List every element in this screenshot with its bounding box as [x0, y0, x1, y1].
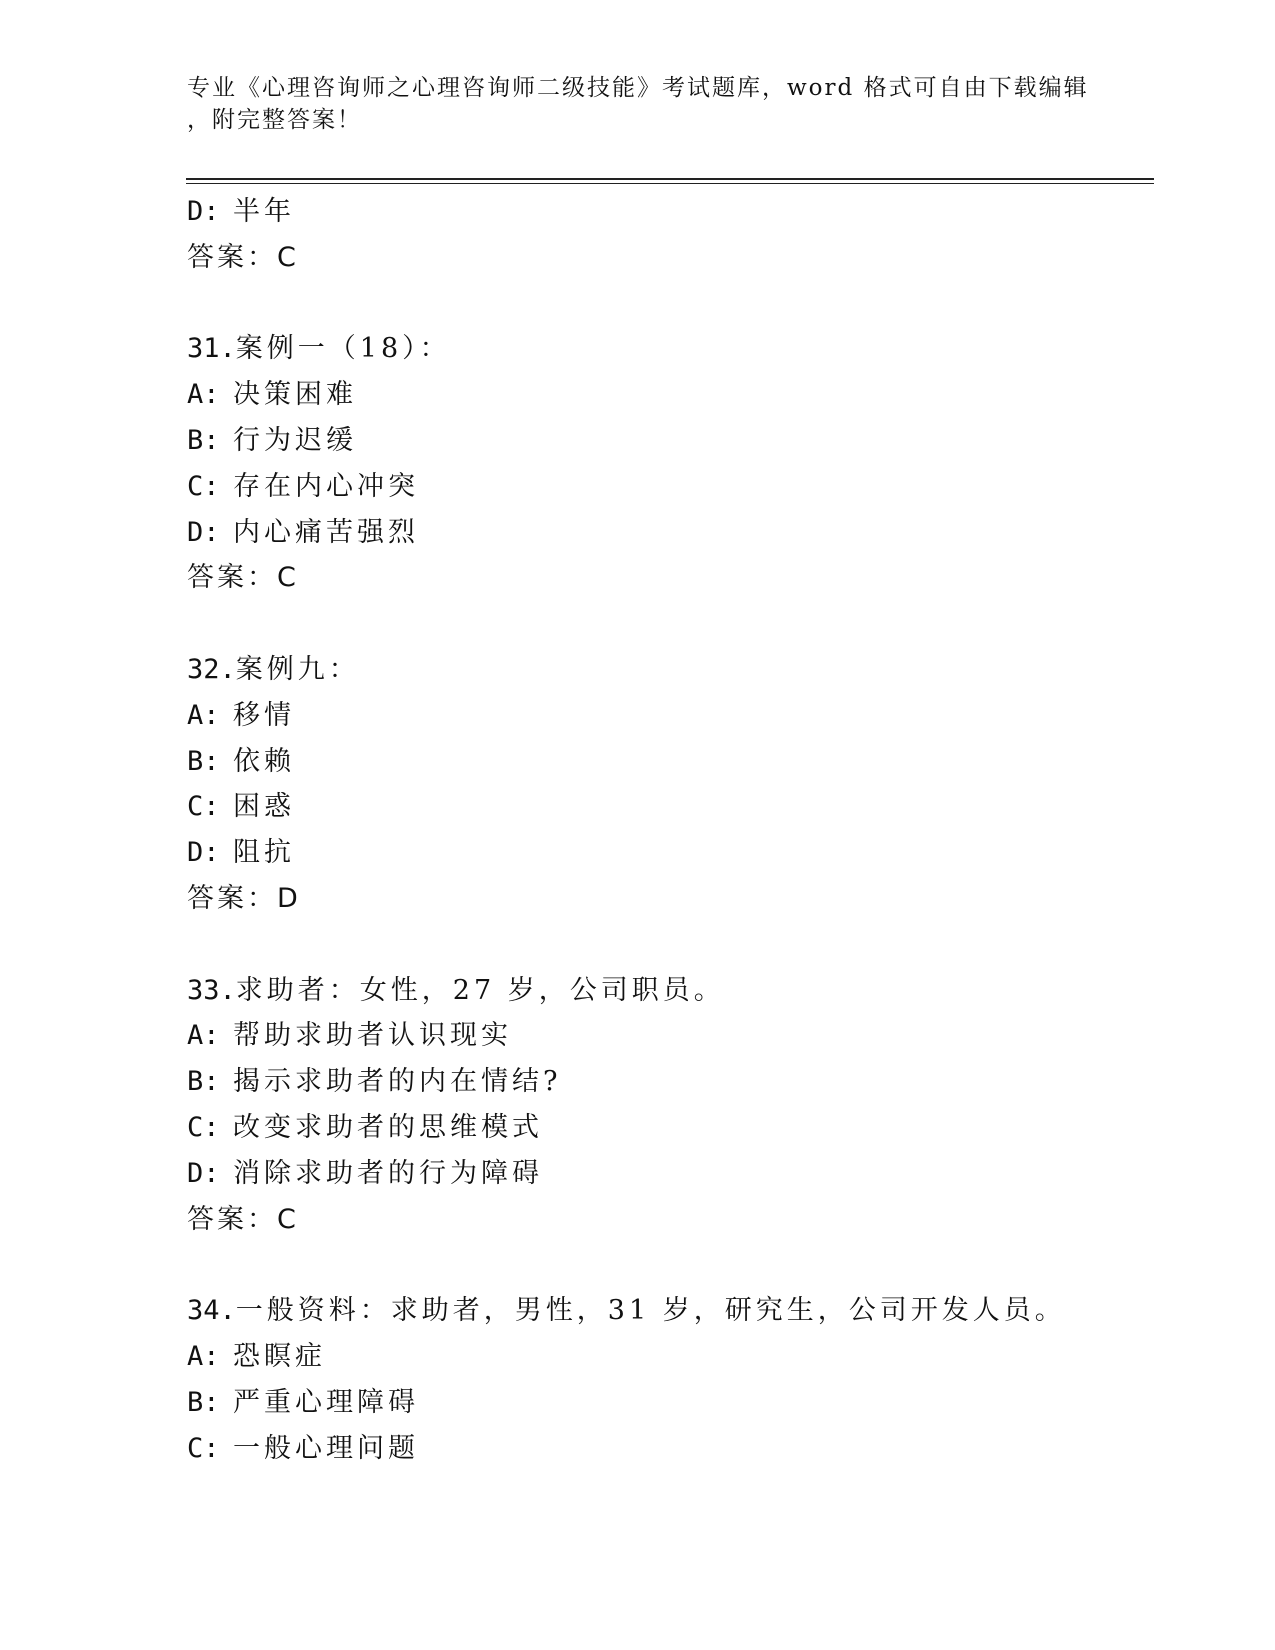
- option-row: [187, 739, 1147, 785]
- option-text: 揭示求助者的内在情结?: [233, 1066, 562, 1098]
- header-line-2: ，附完整答案！: [187, 107, 362, 133]
- option-text: 依赖: [233, 745, 295, 777]
- option-label: B:: [187, 424, 220, 456]
- option-row: [187, 1334, 1147, 1380]
- question-text: 求助者：女性，27 岁，公司职员。: [235, 974, 725, 1006]
- option-label: A:: [187, 699, 220, 731]
- question-stem: [187, 326, 1147, 372]
- option-label: C:: [187, 791, 220, 823]
- option-text: 存在内心冲突: [233, 470, 419, 502]
- option-row: [187, 418, 1147, 464]
- question-text: 一般资料：求助者，男性，31 岁，研究生，公司开发人员。: [235, 1295, 1066, 1327]
- option-text: 改变求助者的思维模式: [233, 1111, 543, 1143]
- option-text: 困惑: [233, 791, 295, 823]
- question-stem: [187, 647, 1147, 693]
- question-stem: [187, 1288, 1147, 1334]
- option-label: D:: [187, 837, 220, 869]
- option-text: 内心痛苦强烈: [233, 516, 419, 548]
- option-row: [187, 372, 1147, 418]
- option-text: 阻抗: [233, 837, 295, 869]
- option-label: C:: [187, 470, 220, 502]
- question-number: 34.: [187, 1295, 236, 1327]
- option-label: A:: [187, 379, 220, 411]
- header-line-1: 专业《心理咨询师之心理咨询师二级技能》考试题库，word 格式可自由下载编辑: [187, 75, 1089, 101]
- option-row: [187, 189, 1147, 235]
- spacer: [187, 1242, 1147, 1288]
- question-list: [187, 189, 1147, 1471]
- option-label: D:: [187, 196, 220, 227]
- option-row: [187, 1426, 1147, 1472]
- answer-line: 答案：D: [187, 882, 301, 914]
- option-text: 严重心理障碍: [233, 1386, 419, 1418]
- question-number: 33.: [187, 974, 236, 1006]
- option-label: B:: [187, 1386, 220, 1418]
- option-label: B:: [187, 1066, 220, 1098]
- answer-line: 答案：C: [187, 1203, 299, 1235]
- option-row: [187, 1059, 1147, 1105]
- answer-line: 答案：C: [187, 562, 299, 594]
- option-row: [187, 1105, 1147, 1151]
- option-label: C:: [187, 1111, 220, 1143]
- option-text: 决策困难: [233, 379, 357, 411]
- header-divider-thin: [186, 183, 1154, 184]
- option-label: D:: [187, 1157, 220, 1189]
- option-text: 恐瞑症: [233, 1340, 326, 1372]
- spacer: [187, 601, 1147, 647]
- option-text: 移情: [233, 699, 295, 731]
- header-divider-thick: [186, 178, 1154, 180]
- question-text: 案例一（18）：: [235, 333, 451, 365]
- spacer: [187, 281, 1147, 327]
- option-label: A:: [187, 1020, 220, 1052]
- option-row: [187, 510, 1147, 556]
- option-row: [187, 830, 1147, 876]
- option-text: 行为迟缓: [233, 424, 357, 456]
- option-row: [187, 1013, 1147, 1059]
- question-number: 32.: [187, 653, 236, 685]
- option-row: [187, 1151, 1147, 1197]
- question-text: 案例九：: [235, 653, 360, 685]
- option-row: [187, 784, 1147, 830]
- question-number: 31.: [187, 333, 236, 365]
- option-label: A:: [187, 1340, 220, 1372]
- option-row: [187, 464, 1147, 510]
- option-row: [187, 1380, 1147, 1426]
- spacer: [187, 922, 1147, 968]
- option-row: [187, 693, 1147, 739]
- question-stem: [187, 968, 1147, 1014]
- answer-line: 答案：C: [187, 241, 299, 273]
- option-text: 帮助求助者认识现实: [233, 1020, 512, 1052]
- option-label: C:: [187, 1432, 220, 1464]
- option-text: 半年: [233, 196, 295, 227]
- option-text: 消除求助者的行为障碍: [233, 1157, 543, 1189]
- option-label: D:: [187, 516, 220, 548]
- document-header: [187, 72, 1087, 136]
- option-label: B:: [187, 745, 220, 777]
- option-text: 一般心理问题: [233, 1432, 419, 1464]
